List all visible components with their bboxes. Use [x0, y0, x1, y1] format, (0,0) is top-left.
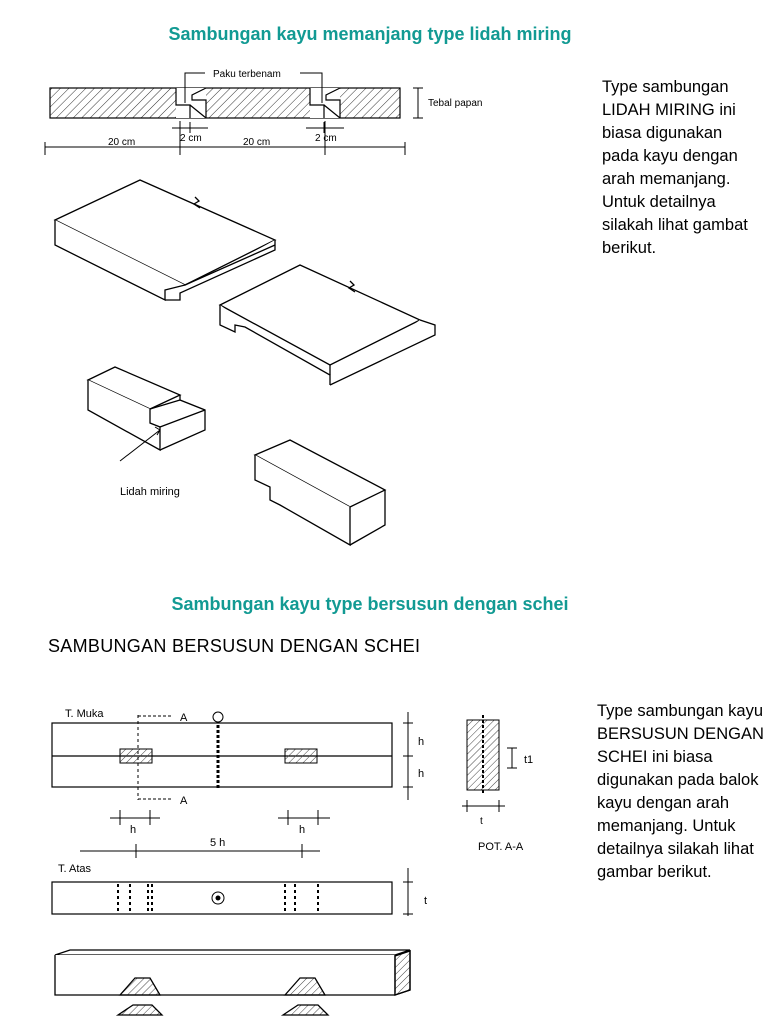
t1-label: t1: [524, 754, 534, 766]
dim-2a: 2 cm: [180, 133, 202, 144]
dim-20b: 20 cm: [243, 137, 271, 148]
a-top-label: A: [180, 712, 188, 724]
bersusun-title: SAMBUNGAN BERSUSUN DENGAN SCHEI: [48, 636, 421, 656]
five-h-label: 5 h: [210, 837, 226, 849]
beam-3d: [55, 950, 410, 1015]
section2-heading: Sambungan kayu type bersusun dengan schei: [171, 594, 569, 614]
pot-label: POT. A-A: [478, 841, 524, 853]
h-lower-label: h: [418, 768, 425, 780]
plank-1: [55, 180, 275, 300]
dim-20a: 20 cm: [108, 137, 136, 148]
h-left-label: h: [130, 824, 137, 836]
tebal-label: Tebal papan: [428, 98, 483, 109]
section2-description: Type sambungan kayu BERSUSUN DENGAN SCHEI ini biasa digunakan pada balok kayu dengan arah memanjang. Untuk detailnya silakah lihat gambar berikut.: [597, 702, 764, 881]
dim-2b: 2 cm: [315, 133, 337, 144]
t-muka-label: T. Muka: [65, 708, 104, 720]
a-bottom-label: A: [180, 795, 188, 807]
block-1: [88, 367, 205, 450]
block-2: [255, 440, 385, 545]
bersusun-figure: [0, 620, 570, 1024]
paku-label: Paku terbenam: [213, 69, 281, 80]
lidah-miring-figure: [0, 55, 570, 555]
section1-heading: Sambungan kayu memanjang type lidah miring: [168, 24, 572, 44]
plank-section: [50, 88, 400, 118]
t-small-label: t: [480, 816, 483, 827]
t-right-label: t: [424, 895, 428, 907]
lidah-label: Lidah miring: [120, 486, 180, 498]
beam-front: [52, 723, 392, 787]
section1-description: Type sambungan LIDAH MIRING ini biasa digunakan pada kayu dengan arah memanjang. Untuk detailnya silakah lihat gambat berikut.: [602, 78, 748, 257]
h-upper-label: h: [418, 736, 425, 748]
t-atas-label: T. Atas: [58, 863, 92, 875]
h-right-label: h: [299, 824, 306, 836]
plank-2: [220, 265, 435, 385]
